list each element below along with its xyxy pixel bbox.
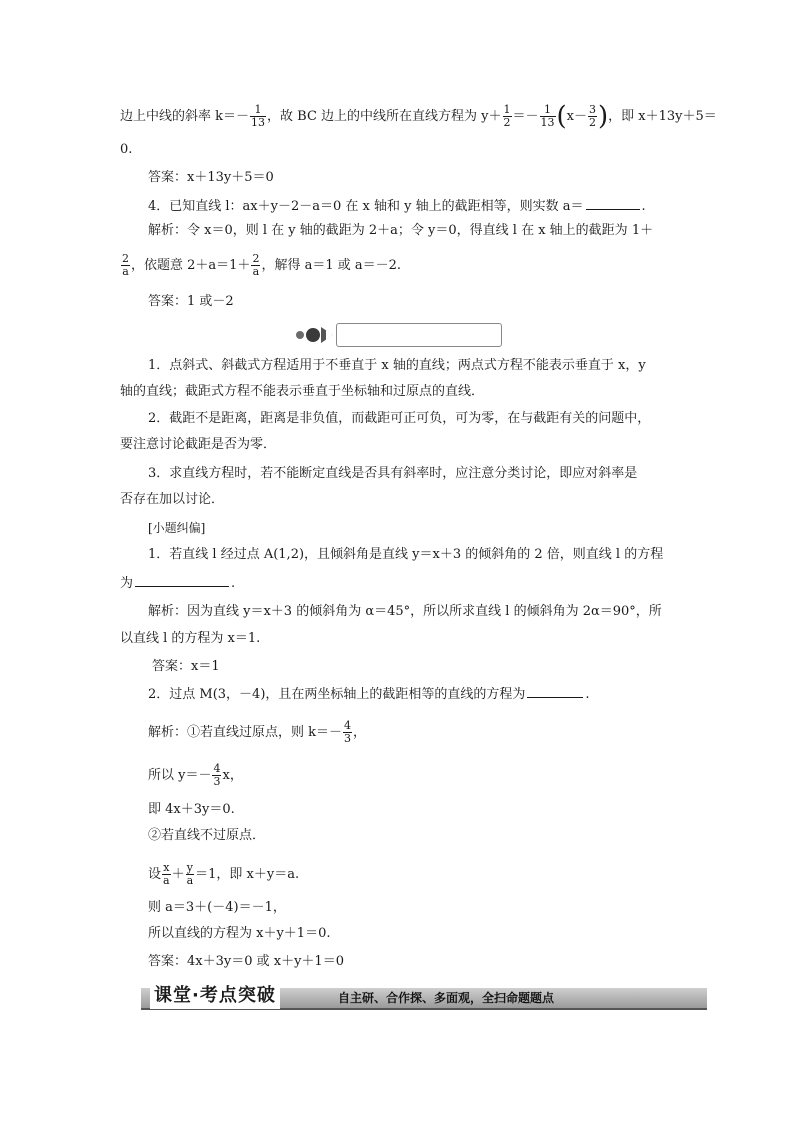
fraction — [162, 862, 171, 887]
arrow-icon-inner — [326, 330, 333, 340]
dot-icon — [306, 328, 320, 342]
text-fragment: 设 — [148, 867, 162, 882]
text-fragment: ， — [353, 725, 367, 740]
solution-line: 解析：因为直线 y＝x＋3 的倾斜角为 α＝45°，所以所求直线 l 的倾斜角为 2α＝90°，所 — [148, 604, 662, 619]
answer-blank[interactable] — [135, 572, 229, 587]
text-fragment: . — [641, 199, 646, 214]
dot-icon — [296, 331, 304, 339]
denominator: a — [122, 265, 129, 278]
numerator: 1 — [250, 104, 266, 117]
text-line — [120, 101, 717, 132]
numerator: 2 — [122, 252, 129, 265]
solution-line: 则 a＝3＋(－4)＝－1， — [148, 900, 286, 915]
paragraph-line: 否存在加以讨论． — [120, 492, 225, 507]
text-fragment: ，故 BC 边上的中线所在直线方程为 y＋ — [267, 109, 502, 124]
fraction — [540, 104, 556, 129]
answer-line: 答案：4x＋3y＝0 或 x＋y＋1＝0 — [148, 954, 344, 969]
text-fragment: ，即 x＋13y＋5＝ — [608, 109, 717, 124]
section-banner — [290, 323, 506, 347]
solution-line: 以直线 l 的方程为 x＝1. — [120, 631, 261, 646]
paragraph-line: 2．截距不是距离，距离是非负值，而截距可正可负，可为零，在与截距有关的问题中， — [148, 411, 651, 426]
answer-line: 答案：1 或－2 — [148, 294, 234, 309]
numerator: x — [163, 861, 170, 874]
section-header-subtitle: 自主研、合作探、多面观，全扫命题题点 — [338, 991, 555, 1005]
solution-line: 所以直线的方程为 x＋y＋1＝0. — [148, 926, 331, 941]
fraction — [186, 862, 195, 887]
answer-line: 答案：x＝1 — [152, 659, 220, 674]
text-fragment: 4．已知直线 l：ax＋y－2－a＝0 在 x 轴和 y 轴上的截距相等，则实数 a＝ — [148, 199, 584, 214]
denominator: 2 — [589, 116, 597, 129]
text-fragment: ，解得 a＝1 或 a＝－2. — [261, 258, 402, 273]
banner-frame — [336, 323, 502, 347]
text-fragment: 边上中线的斜率 k＝－ — [120, 109, 250, 124]
denominator: 2 — [503, 116, 511, 129]
numerator: 4 — [344, 719, 352, 732]
text-fragment: 解析：①若直线过原点，则 k＝－ — [148, 725, 343, 740]
fraction — [588, 104, 597, 129]
denominator: a — [186, 874, 194, 887]
question-line — [148, 683, 590, 705]
answer-line: 答案：x＋13y＋5＝0 — [148, 170, 274, 185]
fraction — [250, 104, 266, 129]
numerator: 1 — [540, 104, 556, 117]
solution-line — [148, 720, 366, 745]
text-line: 0. — [120, 142, 133, 157]
fraction — [212, 763, 221, 788]
question-line — [120, 572, 235, 594]
solution-line: ②若直线不过原点． — [148, 828, 266, 843]
denominator: a — [163, 874, 170, 887]
fraction — [343, 720, 352, 745]
numerator: 3 — [589, 103, 597, 116]
fraction — [121, 253, 130, 278]
paragraph-line: 3．求直线方程时，若不能断定直线是否具有斜率时，应注意分类讨论，即应对斜率是 — [148, 466, 638, 481]
numerator: 1 — [503, 103, 511, 116]
solution-line: 解析：令 x＝0，则 l 在 y 轴的截距为 2＋a；令 y＝0，得直线 l 在 x 轴上的截距为 1＋ — [148, 223, 654, 238]
text-fragment: x， — [222, 768, 243, 783]
fraction — [503, 104, 512, 129]
solution-line — [120, 253, 401, 278]
paragraph-line: 要注意讨论截距是否为零． — [120, 437, 277, 452]
answer-blank[interactable] — [527, 683, 583, 698]
denominator: a — [252, 265, 260, 278]
text-fragment: x－ — [566, 109, 588, 124]
section-header-title: 课堂·考点突破 — [150, 983, 280, 1009]
numerator: 4 — [213, 762, 221, 775]
numerator: 2 — [252, 252, 260, 265]
paragraph-line: 轴的直线；截距式方程不能表示垂直于坐标轴和过原点的直线． — [120, 384, 485, 399]
text-fragment: . — [585, 687, 590, 702]
question-line: 1．若直线 l 经过点 A(1,2)，且倾斜角是直线 y＝x＋3 的倾斜角的 2 倍，则直线 l 的方程 — [148, 547, 664, 562]
question-line — [148, 195, 646, 217]
text-fragment: ＝1，即 x＋y＝a. — [195, 867, 300, 882]
text-fragment: ＋ — [171, 867, 185, 882]
text-fragment: 2．过点 M(3，－4)，且在两坐标轴上的截距相等的直线的方程为 — [148, 687, 526, 702]
right-paren: ) — [598, 101, 609, 132]
text-fragment: 为 — [120, 576, 134, 591]
solution-line: 即 4x＋3y＝0. — [148, 802, 235, 817]
text-fragment: ，依题意 2＋a＝1＋ — [131, 258, 251, 273]
solution-line — [148, 862, 299, 887]
text-fragment: ＝－ — [512, 109, 539, 124]
denominator: 13 — [540, 116, 555, 129]
denominator: 13 — [251, 116, 266, 129]
numerator: y — [186, 861, 193, 874]
text-fragment: 所以 y＝－ — [148, 768, 212, 783]
left-paren: ( — [556, 101, 567, 132]
answer-blank[interactable] — [586, 195, 640, 210]
section-tag: [小题纠偏] — [148, 521, 206, 535]
denominator: 3 — [213, 775, 221, 788]
paragraph-line: 1．点斜式、斜截式方程适用于不垂直于 x 轴的直线；两点式方程不能表示垂直于 x，y — [148, 358, 646, 373]
denominator: 3 — [344, 732, 352, 745]
fraction — [251, 253, 260, 278]
solution-line — [148, 763, 243, 788]
text-fragment: . — [231, 576, 236, 591]
